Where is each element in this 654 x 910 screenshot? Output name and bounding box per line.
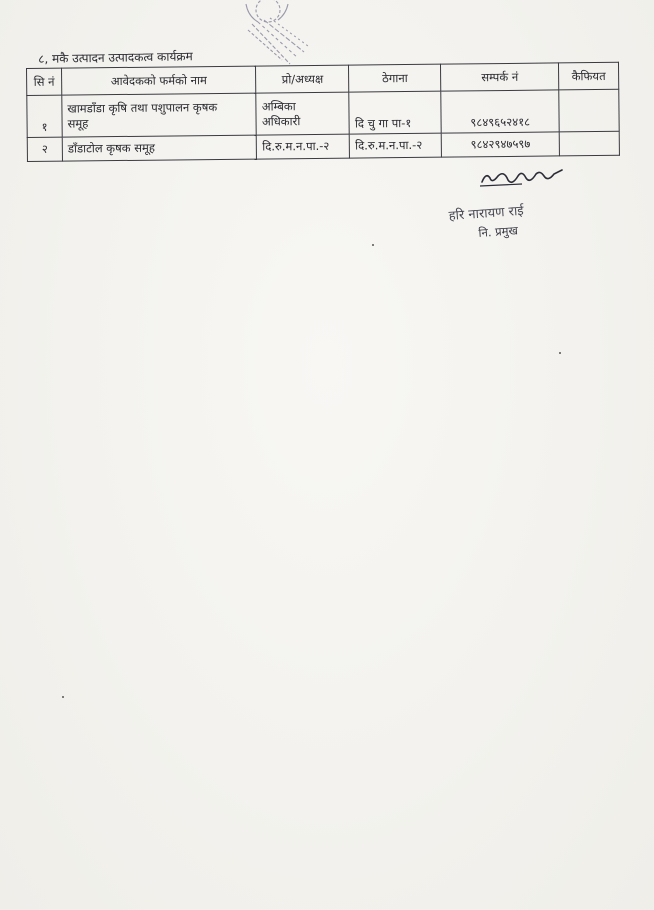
cell-address: दि चु गा पा-१ — [349, 91, 441, 134]
table-row — [27, 89, 619, 137]
header-firm-name: आवेदकको फर्मको नाम — [61, 66, 256, 95]
cell-chairperson — [256, 92, 349, 135]
firm-name-line: समूह — [67, 115, 89, 131]
handwritten-signature — [478, 164, 568, 192]
table-row — [27, 131, 619, 161]
cell-serial-no: २ — [27, 137, 62, 161]
firm-name-line: खामडाँडा कृषि तथा पशुपालन कृषक — [67, 99, 218, 116]
cell-chairperson: दि.रु.म.न.पा.-२ — [257, 134, 350, 159]
header-contact: सम्पर्क नं — [441, 63, 559, 91]
paper-speck — [372, 244, 374, 246]
header-remarks: कैफियत — [559, 62, 619, 90]
cell-remarks — [559, 89, 619, 132]
cell-contact: ९८४९६५२४१८ — [441, 90, 559, 133]
cell-address: दि.रु.म.न.पा.-२ — [350, 133, 442, 158]
paper-speck — [62, 696, 64, 698]
chairperson-line: अम्बिका — [261, 98, 296, 114]
signer-title: नि. प्रमुख — [478, 223, 519, 240]
header-serial-no: सि नं — [27, 68, 62, 95]
section-title: ८, मकै उत्पादन उत्पादकत्व कार्यक्रम — [38, 49, 193, 66]
program-table — [26, 62, 620, 162]
paper-speck — [559, 352, 561, 354]
header-chairperson: प्रो/अध्यक्ष — [256, 65, 349, 93]
cell-remarks — [559, 131, 619, 156]
cell-contact: ९८४२९४७५९७ — [441, 132, 559, 157]
cell-serial-no: १ — [27, 95, 62, 137]
cell-firm-name: डाँडाटोल कृषक समूह — [62, 135, 257, 161]
header-address: ठेगाना — [349, 64, 441, 92]
signer-name: हरि नारायण राई — [448, 203, 525, 224]
office-seal-stamp — [238, 0, 318, 66]
chairperson-line: अधिकारी — [261, 113, 301, 129]
cell-firm-name — [62, 93, 257, 137]
